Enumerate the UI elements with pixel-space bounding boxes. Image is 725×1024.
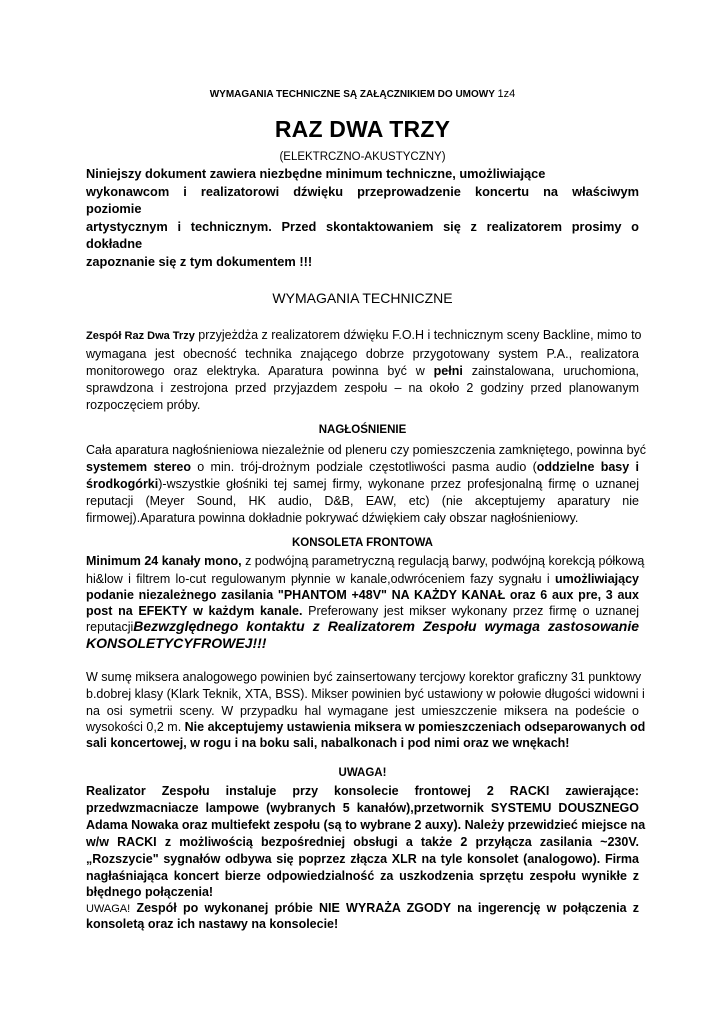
tech-line-2: wymagana jest obecność technika znającego dobrze przygotowany system P.A., realizatora [86, 347, 639, 361]
intro-line-1: Niniejszy dokument zawiera niezbędne minimum techniczne, umożliwiające [86, 166, 546, 181]
console-text-4a: post na EFEKTY w każdym kanale. [86, 604, 303, 618]
warning-line-3: Adama Nowaka oraz multiefekt zespołu (są to wybrane 2 auxy). Należy przewidzieć miejsce na [86, 818, 646, 832]
intro-line-2: wykonawcom i realizatorowi dźwięku przeprowadzenie koncertu na właściwym [86, 184, 639, 199]
pa-text-3a: środkogórki [86, 477, 159, 491]
band-name: Zespół Raz Dwa Trzy [86, 330, 195, 342]
tech-line-4: sprawdzona i zestrojona przed przyjazdem zespołu – na około 2 godziny przed planowanym [86, 381, 639, 395]
page-number: 1z4 [497, 88, 516, 100]
pa-line-5: firmowej).Aparatura powinna dokładnie pokrywać dźwiękiem cały obszar nagłośnieniowy. [86, 511, 579, 525]
tech-text-3b: pełni [433, 364, 463, 378]
eq-line-3: na osi symetrii sceny. W przypadku hal wymagane jest umieszczenie miksera na podeście o [86, 704, 639, 718]
intro-line-5: dokładne [86, 236, 143, 251]
console-line-3: podanie niezależnego zasilania "PHANTOM +48V" NA KAŻDY KANAŁ oraz 6 aux pre, 3 aux [86, 588, 639, 602]
header-text: WYMAGANIA TECHNICZNE SĄ ZAŁĄCZNIKIEM DO UMOWY [209, 89, 495, 100]
tech-line-5: rozpoczęciem próby. [86, 398, 201, 412]
warning-line-8 [86, 900, 639, 917]
console-line-2 [86, 571, 639, 587]
document-title: RAZ DWA TRZY [274, 116, 451, 142]
console-text-2b: umożliwiający [554, 572, 639, 586]
warning-line-9: konsoletą oraz ich nastawy na konsolecie! [86, 917, 339, 931]
tech-heading: WYMAGANIA TECHNICZNE [272, 290, 453, 306]
pa-text-2b: o min. trój-drożnym podziale częstotliwości pasma audio ( [190, 460, 537, 474]
warning-line-7: błędnego połączenia! [86, 885, 214, 899]
pa-text-2c: oddzielne basy i [536, 460, 639, 474]
console-line-5 [86, 618, 639, 635]
pa-line-1: Cała aparatura nagłośnieniowa niezależnie od pleneru czy pomieszczenia zamkniętego, powinna być [86, 443, 647, 457]
warning-heading: UWAGA! [338, 767, 387, 779]
pa-text-3b: )-wszystkie głośniki tej samej firmy, wykonane przez profesjonalną firmę o uznanej [158, 477, 639, 491]
warning-text-8: Zespół po wykonanej próbie NIE WYRAŻA ZGODY na ingerencję w połączenia z [130, 901, 639, 915]
warning-line-6: nagłaśniająca koncert bierze odpowiedzialność za uszkodzenia sprzętu zespołu wynikłe z [86, 869, 639, 883]
pa-line-4: reputacji (Meyer Sound, HK audio, D&B, EAW, etc) (nie akceptujemy aparatury nie [86, 494, 639, 508]
document-subtitle: (ELEKTRCZNO-AKUSTYCZNY) [279, 151, 446, 163]
eq-line-5: sali koncertowej, w rogu i na boku sali, nabalkonach i pod nimi oraz we wnękach! [86, 736, 570, 750]
console-text-5b: Bezwzględnego kontaktu z Realizatorem Zespołu wymaga zastosowanie [133, 618, 639, 634]
tech-line-1 [86, 327, 642, 344]
console-line-4 [86, 603, 639, 619]
intro-line-4: artystycznym i technicznym. Przed skontaktowaniem się z realizatorem prosimy o [86, 219, 639, 234]
console-line-1 [86, 553, 645, 569]
warning-line-1: Realizator Zespołu instaluje przy konsolecie frontowej 2 RACKI zawierające: [86, 784, 639, 798]
pa-line-3 [86, 476, 639, 492]
warning-prefix: UWAGA! [86, 903, 131, 915]
warning-line-5: „Rozszycie" sygnałów odbywa się poprzez złącza XLR na tyle konsolet (analogowo). Firma [86, 852, 639, 866]
tech-text-3a: monitorowego oraz elektryka. Aparatura powinna być w [86, 364, 434, 378]
tech-text-3c: zainstalowana, uruchomiona, [462, 364, 639, 378]
warning-line-2: przedwzmacniacze lampowe (wybranych 5 kanałów),przetwornik SYSTEMU DOUSZNEGO [86, 801, 639, 815]
console-line-6 [86, 635, 639, 652]
intro-line-6: zapoznanie się z tym dokumentem !!! [86, 254, 313, 269]
eq-line-4 [86, 719, 646, 735]
eq-text-4b: Nie akceptujemy ustawienia miksera w pomieszczeniach odseparowanych od [184, 720, 646, 734]
tech-text-1: przyjeżdża z realizatorem dźwięku F.O.H i technicznym sceny Backline, mimo to [194, 328, 642, 342]
warning-line-4: w/w RACKI z możliwością bezpośredniej obsługi a także 2 przyłącza zasilania ~230V. [86, 835, 639, 849]
pa-heading: NAGŁOŚNIENIE [318, 424, 407, 436]
console-text-6: KONSOLETYCYFROWEJ!!! [86, 635, 267, 651]
console-text-5a: reputacji [86, 620, 134, 634]
tech-line-3 [86, 363, 639, 379]
eq-line-2: b.dobrej klasy (Klark Teknik, XTA, BSS). Mikser powinien być ustawiony w połowie długości widowni i [86, 687, 645, 701]
eq-line-1: W sumę miksera analogowego powinien być zainsertowany tercjowy korektor graficzny 31 punktowy [86, 670, 642, 684]
console-text-1a: Minimum 24 kanały mono, [86, 554, 242, 568]
console-heading: KONSOLETA FRONTOWA [292, 537, 433, 549]
console-text-1b: z podwójną parametryczną regulacją barwy, podwójną korekcją półkową [241, 554, 645, 568]
console-text-4b: Preferowany jest mikser wykonany przez firmę o uznanej [302, 604, 639, 618]
page-header [0, 88, 725, 100]
pa-text-2a: systemem stereo [86, 460, 191, 474]
eq-text-4a: wysokości 0,2 m. [86, 720, 185, 734]
pa-line-2 [86, 459, 639, 475]
intro-line-3: poziomie [86, 201, 142, 216]
console-text-2a: hi&low i filtrem lo-cut regulowanym płynnie w kanale,odwróceniem fazy sygnału i [86, 572, 555, 586]
